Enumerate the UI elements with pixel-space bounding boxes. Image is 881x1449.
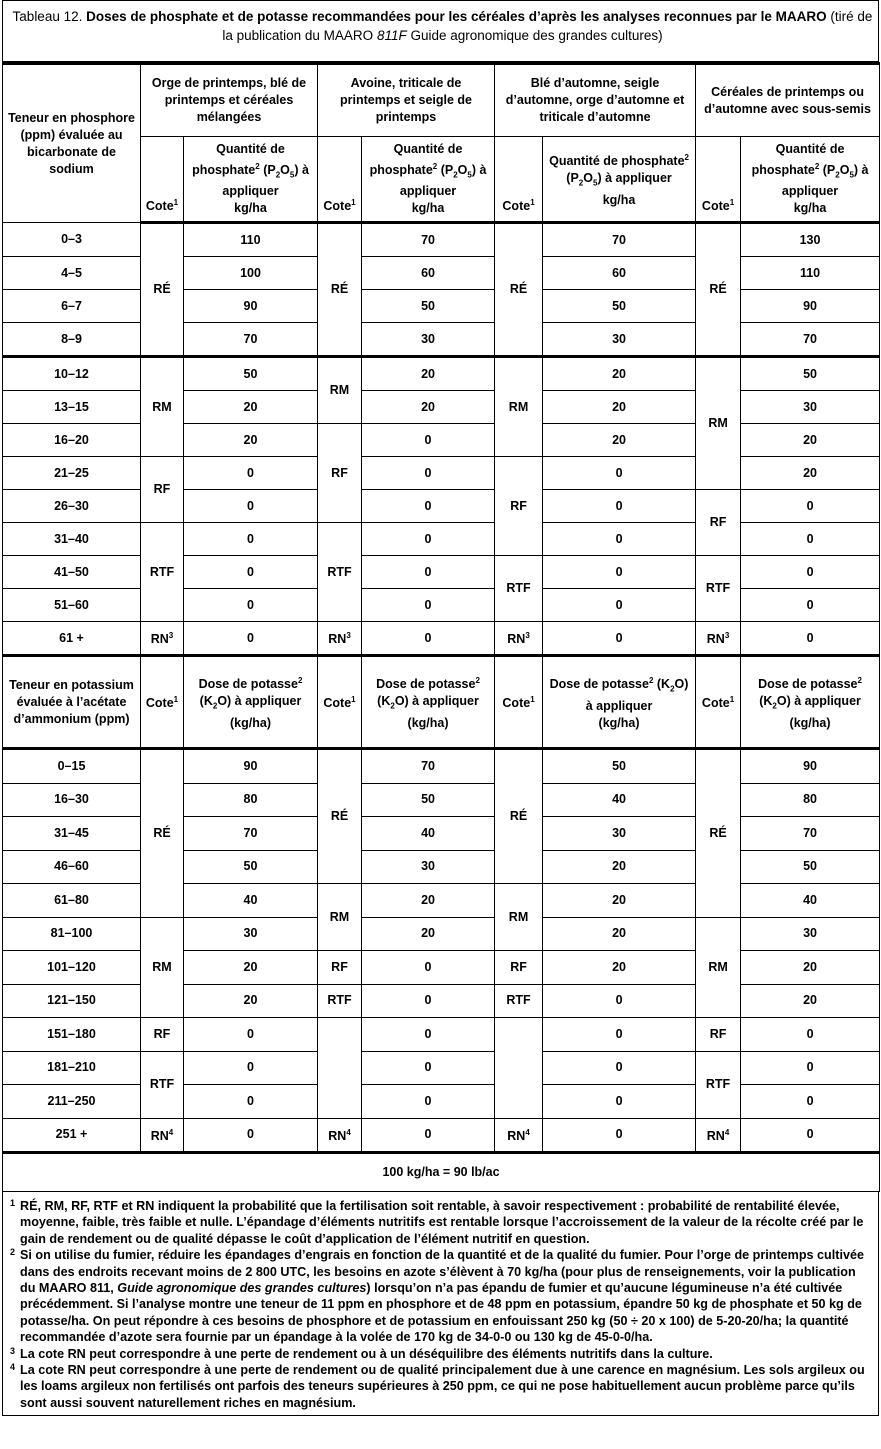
value-cell: 0: [362, 490, 495, 523]
value-cell: 20: [362, 917, 495, 951]
value-cell: 0: [543, 490, 696, 523]
cote-cell: $RN^4$: [318, 1118, 362, 1153]
value-cell: 0: [543, 1051, 696, 1085]
value-cell: 50: [184, 850, 318, 884]
cote-cell: RF: [318, 424, 362, 523]
cote-cell: RÉ: [318, 749, 362, 884]
cote-cell: $RN^3$: [318, 622, 362, 656]
value-cell: 30: [543, 323, 696, 357]
cote-cell: RÉ: [141, 223, 184, 357]
cote-cell: RÉ: [495, 749, 543, 884]
range-cell: 46–60: [3, 850, 141, 884]
range-cell: 61 +: [3, 622, 141, 656]
range-cell: 51–60: [3, 589, 141, 622]
value-cell: 0: [362, 622, 495, 656]
cote-cell: RTF: [696, 556, 741, 622]
value-cell: 70: [362, 749, 495, 784]
range-cell: 61–80: [3, 884, 141, 918]
cote-cell: $RN^4$: [696, 1118, 741, 1153]
value-cell: 0: [184, 457, 318, 490]
value-cell: 20: [362, 884, 495, 918]
cote-cell: [318, 1018, 362, 1119]
value-cell: 30: [362, 850, 495, 884]
value-cell: 30: [741, 391, 880, 424]
value-cell: 40: [741, 884, 880, 918]
cote-cell: RTF: [318, 523, 362, 622]
cote-cell: RF: [318, 951, 362, 985]
range-cell: 0–3: [3, 223, 141, 257]
cote-cell: RF: [495, 457, 543, 556]
value-cell: 20: [543, 850, 696, 884]
value-cell: 90: [184, 290, 318, 323]
value-cell: 50: [362, 290, 495, 323]
value-cell: 0: [184, 1051, 318, 1085]
value-cell: 20: [362, 357, 495, 391]
value-cell: 50: [362, 783, 495, 817]
crop-group-3: Blé d’automne, seigle d’automne, orge d’automne et triticale d’automne: [495, 64, 696, 137]
cote-cell: RM: [141, 357, 184, 457]
range-cell: 41–50: [3, 556, 141, 589]
value-cell: 0: [741, 556, 880, 589]
p-cote-header: Cote$^1$: [141, 137, 184, 223]
cote-cell: RF: [696, 490, 741, 556]
value-cell: 0: [362, 424, 495, 457]
cote-cell: RTF: [495, 984, 543, 1018]
crop-group-1: Orge de printemps, blé de printemps et céréales mélangées: [141, 64, 318, 137]
value-cell: 130: [741, 223, 880, 257]
value-cell: 20: [741, 951, 880, 985]
footnote-1: 1 RÉ, RM, RF, RTF et RN indiquent la probabilité que la fertilisation soit rentable, à savoir respectivement : probabilité de rentabilité élevée, moyenne, faible, très faible et nulle. L’épandage d’éléments nutritifs est rentable lorsque l’accroissement de la valeur de la récolte créé par le gain de rendement ou de qualité dépasse le coût d’application de l’élément nutritif en question.: [10, 1198, 864, 1246]
cote-cell: RÉ: [495, 223, 543, 357]
cote-cell: RÉ: [696, 749, 741, 918]
value-cell: 0: [362, 1118, 495, 1153]
cote-cell: RF: [141, 1018, 184, 1052]
footnotes: [2, 1192, 879, 1416]
value-cell: 90: [184, 749, 318, 784]
range-cell: 10–12: [3, 357, 141, 391]
k-cote-header: Cote$^1$: [318, 656, 362, 749]
value-cell: 0: [362, 556, 495, 589]
range-cell: 151–180: [3, 1018, 141, 1052]
cote-cell: RM: [495, 357, 543, 457]
caption-title: Doses de phosphate et de potasse recommandées pour les céréales d’après les analyses reconnues par le MAARO: [86, 9, 827, 24]
range-cell: 0–15: [3, 749, 141, 784]
cote-cell: RF: [141, 457, 184, 523]
k-cote-header: Cote$^1$: [495, 656, 543, 749]
value-cell: 20: [741, 457, 880, 490]
cote-cell: RF: [696, 1018, 741, 1052]
cote-cell: RTF: [696, 1051, 741, 1118]
value-cell: 30: [741, 917, 880, 951]
value-cell: 0: [362, 1018, 495, 1052]
value-cell: 0: [543, 523, 696, 556]
value-cell: 80: [184, 783, 318, 817]
value-cell: 60: [543, 257, 696, 290]
k-dose-header: Dose de potasse$^2$ $(K_2O)$ à appliquer (kg/ha): [741, 656, 880, 749]
value-cell: 20: [543, 424, 696, 457]
cote-cell: $RN^4$: [141, 1118, 184, 1153]
value-cell: 0: [543, 457, 696, 490]
range-cell: 251 +: [3, 1118, 141, 1153]
range-cell: 181–210: [3, 1051, 141, 1085]
cote-cell: RÉ: [696, 223, 741, 357]
value-cell: 110: [184, 223, 318, 257]
caption-prefix: Tableau 12.: [12, 9, 87, 24]
value-cell: 0: [741, 1051, 880, 1085]
cote-cell: [495, 1018, 543, 1119]
footnote-4: 4 La cote RN peut correspondre à une perte de rendement ou de qualité principalement due à une carence en magnésium. Les sols argileux ou les loams argileux non fertilisés ont parfois des teneurs supérieures à 250 ppm, ce qui ne pose habituellement aucun problème parce qu’ils sont aussi souvent naturellement riches en magnésium.: [10, 1362, 865, 1410]
range-cell: 4–5: [3, 257, 141, 290]
value-cell: 0: [362, 1051, 495, 1085]
value-cell: 20: [362, 391, 495, 424]
value-cell: 0: [741, 523, 880, 556]
recommendation-table: [2, 62, 880, 1192]
range-cell: 21–25: [3, 457, 141, 490]
value-cell: 20: [543, 951, 696, 985]
value-cell: 100: [184, 257, 318, 290]
value-cell: 110: [741, 257, 880, 290]
value-cell: 40: [184, 884, 318, 918]
value-cell: 70: [741, 323, 880, 357]
value-cell: 0: [184, 589, 318, 622]
k-dose-header: Dose de potasse$^2$ $(K_2O)$ à appliquer (kg/ha): [184, 656, 318, 749]
value-cell: 0: [184, 1118, 318, 1153]
cote-cell: RM: [141, 917, 184, 1018]
range-cell: 8–9: [3, 323, 141, 357]
range-cell: 16–20: [3, 424, 141, 457]
value-cell: 50: [184, 357, 318, 391]
value-cell: 90: [741, 290, 880, 323]
p-qty-header: Quantité de phosphate$^2$ $(P_2O_5)$ à appliquer kg/ha: [741, 137, 880, 223]
value-cell: 0: [543, 556, 696, 589]
cote-cell: RÉ: [141, 749, 184, 918]
value-cell: 20: [184, 951, 318, 985]
footnote-3: 3 La cote RN peut correspondre à une perte de rendement ou à un déséquilibre des éléments nutritifs dans la culture.: [10, 1345, 713, 1361]
value-cell: 20: [543, 884, 696, 918]
value-cell: 0: [741, 1085, 880, 1119]
value-cell: 30: [543, 817, 696, 851]
value-cell: 0: [741, 589, 880, 622]
cote-cell: RM: [318, 357, 362, 424]
cote-cell: RTF: [141, 523, 184, 622]
value-cell: 0: [184, 523, 318, 556]
value-cell: 20: [184, 424, 318, 457]
value-cell: 0: [362, 589, 495, 622]
cote-cell: RTF: [495, 556, 543, 622]
value-cell: 70: [184, 323, 318, 357]
range-cell: 121–150: [3, 984, 141, 1018]
cote-cell: $RN^3$: [141, 622, 184, 656]
cote-cell: RM: [495, 884, 543, 951]
value-cell: 50: [543, 290, 696, 323]
value-cell: 0: [741, 622, 880, 656]
cote-cell: RTF: [141, 1051, 184, 1118]
value-cell: 0: [741, 1118, 880, 1153]
value-cell: 50: [741, 850, 880, 884]
range-cell: 13–15: [3, 391, 141, 424]
value-cell: 0: [362, 984, 495, 1018]
value-cell: 40: [362, 817, 495, 851]
value-cell: 70: [543, 223, 696, 257]
crop-group-2: Avoine, triticale de printemps et seigle de printemps: [318, 64, 495, 137]
p-qty-header: Quantité de phosphate$^2$ $(P_2O_5)$ à appliquer kg/ha: [184, 137, 318, 223]
value-cell: 20: [741, 984, 880, 1018]
value-cell: 0: [543, 1085, 696, 1119]
cote-cell: RF: [495, 951, 543, 985]
k-dose-header: Dose de potasse$^2$ $(K_2O)$ à appliquer (kg/ha): [362, 656, 495, 749]
caption-pub-title: Guide agronomique des grandes cultures): [406, 28, 663, 43]
p-cote-header: Cote$^1$: [495, 137, 543, 223]
value-cell: 60: [362, 257, 495, 290]
value-cell: 0: [741, 490, 880, 523]
k-row-label: Teneur en potassium évaluée à l’acétate d’ammonium (ppm): [3, 656, 141, 749]
range-cell: 6–7: [3, 290, 141, 323]
p-cote-header: Cote$^1$: [696, 137, 741, 223]
value-cell: 0: [184, 1018, 318, 1052]
value-cell: 0: [184, 622, 318, 656]
value-cell: 0: [543, 1018, 696, 1052]
value-cell: 80: [741, 783, 880, 817]
value-cell: 0: [362, 951, 495, 985]
value-cell: 30: [184, 917, 318, 951]
value-cell: 50: [741, 357, 880, 391]
cote-cell: $RN^3$: [696, 622, 741, 656]
value-cell: 90: [741, 749, 880, 784]
value-cell: 40: [543, 783, 696, 817]
table-caption: [2, 0, 879, 62]
cote-cell: RTF: [318, 984, 362, 1018]
value-cell: 20: [741, 424, 880, 457]
value-cell: 0: [543, 622, 696, 656]
value-cell: 70: [362, 223, 495, 257]
value-cell: 20: [543, 391, 696, 424]
cote-cell: $RN^4$: [495, 1118, 543, 1153]
cote-cell: RM: [696, 357, 741, 490]
cote-cell: RM: [696, 917, 741, 1018]
p-qty-header: Quantité de phosphate$^2$ $(P_2O_5)$ à appliquer kg/ha: [543, 137, 696, 223]
range-cell: 211–250: [3, 1085, 141, 1119]
p-row-label: Teneur en phosphore (ppm) évaluée au bicarbonate de sodium: [3, 64, 141, 223]
value-cell: 70: [741, 817, 880, 851]
range-cell: 101–120: [3, 951, 141, 985]
range-cell: 31–40: [3, 523, 141, 556]
caption-source: (tiré de la publication du MAARO: [222, 9, 873, 43]
range-cell: 81–100: [3, 917, 141, 951]
conversion-note: 100 kg/ha = 90 lb/ac: [3, 1153, 880, 1192]
value-cell: 0: [543, 984, 696, 1018]
k-cote-header: Cote$^1$: [696, 656, 741, 749]
value-cell: 0: [184, 556, 318, 589]
caption-pub-code: 811F: [376, 28, 407, 43]
value-cell: 20: [543, 917, 696, 951]
value-cell: 20: [184, 984, 318, 1018]
value-cell: 0: [741, 1018, 880, 1052]
range-cell: 16–30: [3, 783, 141, 817]
cote-cell: RM: [318, 884, 362, 951]
page: [2, 0, 879, 1416]
range-cell: 26–30: [3, 490, 141, 523]
value-cell: 50: [543, 749, 696, 784]
p-cote-header: Cote$^1$: [318, 137, 362, 223]
range-cell: 31–45: [3, 817, 141, 851]
value-cell: 20: [543, 357, 696, 391]
footnote-2: 2 Si on utilise du fumier, réduire les épandages d’engrais en fonction de la quantité et de la qualité du fumier. Pour l’orge de printemps cultivée dans des endroits recevant moins de 2 800 UTC, les besoins en azote s’élèvent à 70 kg/ha (pour plus de renseignements, voir la publication du MAARO 811, Guide agronomique des grandes cultures) lorsqu’on n’a pas épandu de fumier et qu’aucune légumineuse n’a été cultivée précédemment. Si l’analyse montre une teneur de 11 ppm en phosphore et de 48 ppm en potassium, épandre 50 kg de phosphate et 50 kg de potasse/ha. On peut répondre à ces besoins de phosphore et de potassium en enfouissant 250 kg (50 ÷ 20 x 100) de 5-20-20/ha; la quantité recommandée d’azote sera fournie par un épandage à la volée de 170 kg de 34-0-0 ou 130 kg de 45-0-0/ha.: [10, 1247, 864, 1345]
p-qty-header: Quantité de phosphate$^2$ $(P_2O_5)$ à appliquer kg/ha: [362, 137, 495, 223]
cote-cell: $RN^3$: [495, 622, 543, 656]
crop-group-4: Céréales de printemps ou d’automne avec sous-semis: [696, 64, 880, 137]
value-cell: 70: [184, 817, 318, 851]
k-cote-header: Cote$^1$: [141, 656, 184, 749]
value-cell: 20: [184, 391, 318, 424]
value-cell: 0: [362, 1085, 495, 1119]
value-cell: 0: [543, 589, 696, 622]
value-cell: 30: [362, 323, 495, 357]
value-cell: 0: [184, 1085, 318, 1119]
value-cell: 0: [184, 490, 318, 523]
k-dose-header: Dose de potasse$^2$ $(K_2O)$ à appliquer (kg/ha): [543, 656, 696, 749]
cote-cell: RÉ: [318, 223, 362, 357]
value-cell: 0: [362, 457, 495, 490]
value-cell: 0: [543, 1118, 696, 1153]
value-cell: 0: [362, 523, 495, 556]
